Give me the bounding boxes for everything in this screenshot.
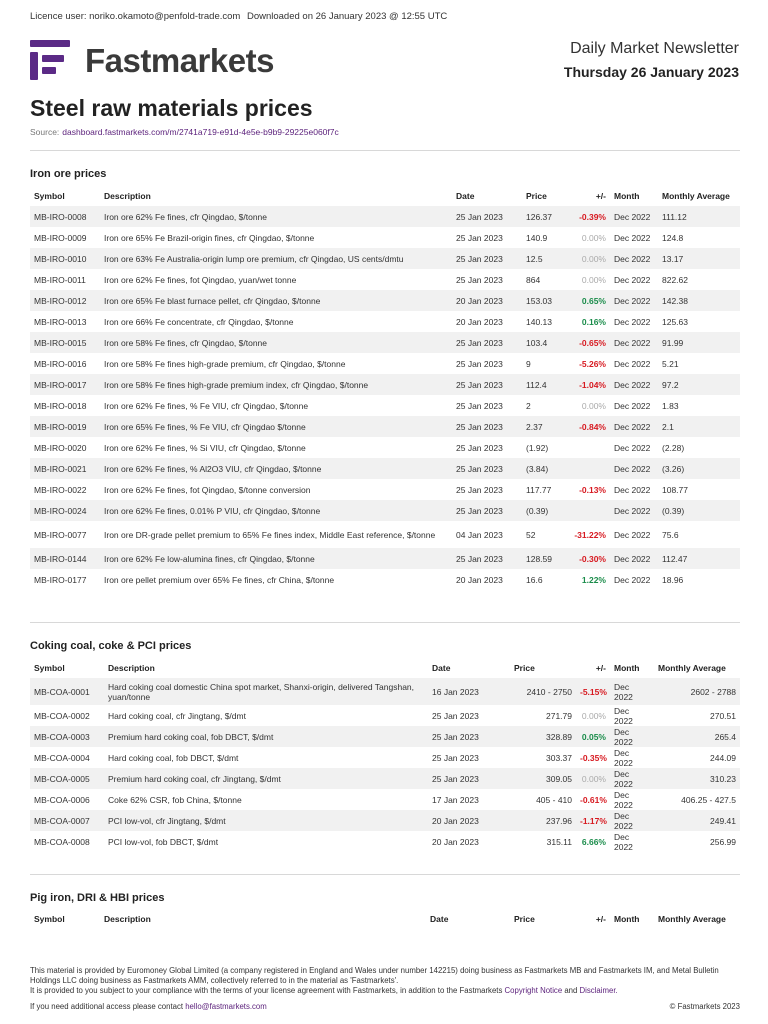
table-row: [30, 332, 740, 353]
cell-date: 20 Jan 2023: [432, 836, 479, 847]
column-header-date: Date: [432, 662, 451, 673]
cell-symbol: MB-COA-0007: [30, 810, 104, 831]
cell-monthly-average: 822.62: [662, 274, 688, 285]
cell-description: Iron ore 62% Fe fines, % Fe VIU, cfr Qingdao, $/tonne: [104, 400, 309, 411]
cell-symbol: MB-COA-0004: [34, 752, 90, 763]
cell-monthly-average: 91.99: [658, 332, 740, 353]
cell-description: Iron ore 58% Fe fines high-grade premium, cfr Qingdao, $/tonne: [104, 358, 346, 369]
table-row: [30, 437, 740, 458]
column-header-description: Description: [108, 662, 155, 673]
column-header-change: +/-: [595, 913, 606, 924]
table-row: [30, 479, 740, 500]
cell-description: Iron ore 58% Fe fines high-grade premium index, cfr Qingdao, $/tonne: [100, 374, 452, 395]
cell-price: 9: [526, 358, 531, 369]
cell-monthly-average: 270.51: [710, 710, 736, 721]
cell-month: Dec 2022: [614, 232, 651, 243]
fastmarkets-logo-icon: [30, 40, 70, 80]
table-row: [30, 831, 740, 852]
cell-symbol: MB-COA-0003: [30, 726, 104, 747]
cell-symbol: MB-IRO-0013: [34, 316, 87, 327]
licence-info: [30, 11, 447, 22]
cell-symbol: MB-IRO-0022: [34, 484, 87, 495]
cell-change: 0.65%: [566, 290, 610, 311]
cell-change: 0.00%: [576, 768, 610, 789]
cell-change: -0.84%: [566, 416, 610, 437]
cell-symbol: MB-IRO-0020: [34, 442, 87, 453]
cell-symbol: MB-COA-0001: [30, 678, 104, 705]
cell-change: -0.39%: [566, 206, 610, 227]
footer: [30, 966, 740, 1012]
cell-month: Dec 2022: [614, 358, 651, 369]
cell-price: (1.92): [526, 442, 549, 453]
cell-symbol: MB-COA-0002: [34, 710, 90, 721]
table-row: [30, 548, 740, 569]
table-row: [30, 458, 740, 479]
column-header-price: Price: [514, 662, 535, 673]
cell-change: 0.00%: [566, 248, 610, 269]
cell-month: Dec 2022: [610, 332, 658, 353]
cell-price: 52: [526, 529, 536, 540]
cell-month: Dec 2022: [610, 810, 654, 831]
cell-date: 25 Jan 2023: [456, 232, 503, 243]
cell-date: 25 Jan 2023: [456, 274, 503, 285]
table-header-row: [30, 908, 740, 929]
cell-date: 17 Jan 2023: [432, 794, 479, 805]
cell-price: 140.13: [526, 316, 552, 327]
cell-date: 25 Jan 2023: [432, 710, 479, 721]
cell-price: 271.79: [546, 710, 572, 721]
cell-month: Dec 2022: [610, 374, 658, 395]
cell-change: 0.00%: [581, 400, 606, 411]
column-header-description: Description: [104, 190, 151, 201]
divider: [30, 622, 740, 623]
divider: [30, 150, 740, 151]
cell-price: 303.37: [546, 752, 572, 763]
cell-month: Dec 2022: [610, 726, 654, 747]
table-row: [30, 311, 740, 332]
cell-price: 12.5: [522, 248, 566, 269]
cell-date: 20 Jan 2023: [456, 316, 503, 327]
cell-monthly-average: 265.4: [654, 726, 740, 747]
cell-monthly-average: 125.63: [662, 316, 688, 327]
cell-change: 0.16%: [581, 316, 606, 327]
cell-description: Iron ore 62% Fe fines, fot Qingdao, $/tonne conversion: [104, 484, 311, 495]
cell-month: Dec 2022: [614, 316, 651, 327]
cell-symbol: MB-IRO-0011: [34, 274, 86, 285]
brand-name: Fastmarkets: [85, 41, 274, 79]
cell-date: 25 Jan 2023: [452, 458, 522, 479]
cell-date: 04 Jan 2023: [456, 529, 503, 540]
cell-month: Dec 2022: [614, 789, 633, 810]
cell-month: Dec 2022: [614, 442, 651, 453]
cell-date: 20 Jan 2023: [452, 290, 522, 311]
cell-month: Dec 2022: [610, 548, 658, 569]
cell-symbol: MB-IRO-0177: [34, 574, 87, 585]
cell-change: -5.15%: [576, 678, 610, 705]
cell-description: Iron ore 58% Fe fines, cfr Qingdao, $/tonne: [100, 332, 452, 353]
cell-monthly-average: 112.47: [658, 548, 740, 569]
cell-description: Iron ore 66% Fe concentrate, cfr Qingdao, $/tonne: [104, 316, 294, 327]
cell-monthly-average: 249.41: [654, 810, 740, 831]
cell-change: [566, 458, 610, 479]
cell-change: 6.66%: [581, 836, 606, 847]
cell-monthly-average: 2602 - 2788: [654, 678, 740, 705]
table-row: [30, 726, 740, 747]
cell-monthly-average: 310.23: [654, 768, 740, 789]
table-row: [30, 810, 740, 831]
table-row: [30, 374, 740, 395]
cell-symbol: MB-IRO-0017: [30, 374, 100, 395]
column-header-symbol: Symbol: [34, 662, 65, 673]
cell-change: 0.00%: [581, 232, 606, 243]
cell-date: 25 Jan 2023: [452, 248, 522, 269]
cell-description: Iron ore 65% Fe fines, % Fe VIU, cfr Qingdao $/tonne: [100, 416, 452, 437]
coking-coal-prices-table: [30, 657, 740, 852]
cell-price: 2.37: [522, 416, 566, 437]
licence-user: Licence user: noriko.okamoto@penfold-trade.com: [30, 11, 241, 22]
footer-terms: [30, 986, 740, 996]
cell-symbol: MB-IRO-0024: [30, 500, 100, 521]
cell-price: 2410 - 2750: [510, 678, 576, 705]
cell-symbol: MB-IRO-0144: [30, 548, 100, 569]
cell-price: 2: [526, 400, 531, 411]
cell-month: Dec 2022: [610, 248, 658, 269]
table-row: [30, 789, 740, 810]
cell-change: -1.17%: [576, 810, 610, 831]
column-header-change: +/-: [595, 662, 606, 673]
cell-date: 25 Jan 2023: [452, 548, 522, 569]
source-line: [30, 127, 339, 137]
cell-monthly-average: 108.77: [662, 484, 688, 495]
cell-change: -31.22%: [574, 529, 606, 540]
cell-symbol: MB-IRO-0019: [30, 416, 100, 437]
table-header-row: [30, 185, 740, 206]
cell-month: Dec 2022: [614, 529, 651, 540]
column-header-month: Month: [614, 190, 640, 201]
cell-symbol: MB-IRO-0018: [34, 400, 87, 411]
cell-month: Dec 2022: [610, 500, 658, 521]
table-row: [30, 227, 740, 248]
cell-month: Dec 2022: [614, 705, 633, 726]
cell-description: Iron ore 62% Fe fines, fot Qingdao, yuan/wet tonne: [104, 274, 297, 285]
cell-price: 128.59: [522, 548, 566, 569]
table-row: [30, 269, 740, 290]
table-row: [30, 416, 740, 437]
cell-description: Iron ore 62% Fe fines, % Al2O3 VIU, cfr Qingdao, $/tonne: [100, 458, 452, 479]
cell-price: (0.39): [522, 500, 566, 521]
cell-description: Hard coking coal, cfr Jingtang, $/dmt: [108, 710, 246, 721]
cell-description: Coke 62% CSR, fob China, $/tonne: [108, 794, 242, 805]
cell-price: 237.96: [510, 810, 576, 831]
table-row: [30, 206, 740, 227]
cell-monthly-average: 18.96: [662, 574, 684, 585]
cell-date: 16 Jan 2023: [428, 678, 510, 705]
column-header-date: Date: [430, 913, 449, 924]
cell-symbol: MB-IRO-0021: [30, 458, 100, 479]
cell-price: 140.9: [526, 232, 548, 243]
cell-date: 25 Jan 2023: [452, 374, 522, 395]
section-title-coking-coal: Coking coal, coke & PCI prices: [30, 640, 192, 652]
cell-date: 25 Jan 2023: [432, 752, 479, 763]
cell-symbol: MB-IRO-0010: [30, 248, 100, 269]
cell-date: 20 Jan 2023: [456, 574, 503, 585]
cell-price: 103.4: [522, 332, 566, 353]
cell-monthly-average: 5.21: [662, 358, 679, 369]
cell-symbol: MB-COA-0006: [34, 794, 90, 805]
cell-monthly-average: 13.17: [658, 248, 740, 269]
cell-monthly-average: 2.1: [658, 416, 740, 437]
cell-description: Iron ore 62% Fe fines, cfr Qingdao, $/tonne: [100, 206, 452, 227]
cell-price: (3.84): [522, 458, 566, 479]
cell-date: 25 Jan 2023: [452, 500, 522, 521]
cell-symbol: MB-IRO-0016: [34, 358, 87, 369]
cell-month: Dec 2022: [614, 274, 651, 285]
cell-month: Dec 2022: [610, 206, 658, 227]
newsletter-title: Daily Market Newsletter: [570, 40, 739, 57]
cell-monthly-average: 1.83: [662, 400, 679, 411]
cell-description: PCI low-vol, fob DBCT, $/dmt: [108, 836, 219, 847]
fastmarkets-logo: [30, 40, 274, 80]
table-row: [30, 500, 740, 521]
footer-provider-text: This material is provided by Euromoney Global Limited (a company registered in England and Wales under number 142215) doing business as Fastmarkets MB and Fastmarkets IM, and Metal Bulletin Holdings LLC doing business as Fastmarkets AMM, collectively referred to in the material as 'Fastmarkets'.: [30, 966, 719, 985]
copyright-text: © Fastmarkets 2023: [669, 1002, 740, 1011]
cell-change: 0.00%: [581, 710, 606, 721]
column-header-monthly-average: Monthly Average: [658, 662, 726, 673]
cell-change: 0.05%: [576, 726, 610, 747]
cell-monthly-average: 142.38: [658, 290, 740, 311]
cell-date: 20 Jan 2023: [428, 810, 510, 831]
cell-monthly-average: 406.25 - 427.5: [681, 794, 736, 805]
cell-change: -5.26%: [579, 358, 606, 369]
cell-symbol: MB-IRO-0009: [34, 232, 87, 243]
cell-price: 405 - 410: [536, 794, 572, 805]
download-timestamp: Downloaded on 26 January 2023 @ 12:55 UTC: [246, 11, 448, 22]
cell-change: 0.00%: [581, 274, 606, 285]
cell-date: 25 Jan 2023: [456, 484, 503, 495]
column-header-monthly-average: Monthly Average: [662, 190, 730, 201]
table-row: [30, 248, 740, 269]
column-header-month: Month: [614, 913, 640, 924]
cell-month: Dec 2022: [614, 574, 651, 585]
source-link[interactable]: dashboard.fastmarkets.com/m/2741a719-e91d-4e5e-b9b9-29225e060f7c: [62, 127, 339, 137]
cell-description: Premium hard coking coal, cfr Jingtang, $/dmt: [104, 768, 428, 789]
footer-contact: [30, 1002, 740, 1012]
cell-price: 153.03: [522, 290, 566, 311]
table-row: [30, 768, 740, 789]
cell-price: 126.37: [522, 206, 566, 227]
cell-date: 25 Jan 2023: [456, 358, 503, 369]
cell-price: 315.11: [546, 836, 572, 847]
source-label: Source:: [30, 127, 60, 137]
cell-description: Hard coking coal domestic China spot market, Shanxi-origin, delivered Tangshan, yuan/tonne: [104, 678, 428, 705]
table-row: [30, 678, 740, 705]
cell-date: 25 Jan 2023: [452, 206, 522, 227]
column-header-price: Price: [526, 190, 547, 201]
cell-price: 117.77: [526, 484, 552, 495]
cell-change: [566, 500, 610, 521]
cell-description: Hard coking coal, fob DBCT, $/dmt: [108, 752, 239, 763]
column-header-description: Description: [104, 913, 151, 924]
cell-description: Iron ore DR-grade pellet premium to 65% Fe fines index, Middle East reference, $/tonne: [104, 529, 436, 540]
newsletter-date: Thursday 26 January 2023: [563, 64, 739, 80]
cell-description: Iron ore 62% Fe fines, 0.01% P VIU, cfr Qingdao, $/tonne: [100, 500, 452, 521]
cell-month: Dec 2022: [614, 400, 651, 411]
cell-monthly-average: 124.8: [662, 232, 684, 243]
cell-change: -0.13%: [579, 484, 606, 495]
column-header-monthly-average: Monthly Average: [658, 913, 726, 924]
footer-terms-text: It is provided to you subject to your compliance with the terms of your license agreement with Fastmarkets, in addition to the Fastmarkets: [30, 986, 503, 995]
cell-price: 16.6: [526, 574, 543, 585]
cell-date: 25 Jan 2023: [428, 768, 510, 789]
cell-symbol: MB-IRO-0008: [30, 206, 100, 227]
cell-price: 112.4: [522, 374, 566, 395]
cell-date: 25 Jan 2023: [428, 726, 510, 747]
contact-text: If you need additional access please contact: [30, 1002, 184, 1011]
cell-monthly-average: 97.2: [658, 374, 740, 395]
cell-monthly-average: (3.26): [658, 458, 740, 479]
cell-date: 25 Jan 2023: [452, 332, 522, 353]
table-header-row: [30, 657, 740, 678]
table-row: [30, 521, 740, 548]
copyright-notice-link[interactable]: Copyright Notice: [504, 986, 563, 995]
cell-description: Iron ore 65% Fe blast furnace pellet, cfr Qingdao, $/tonne: [100, 290, 452, 311]
column-header-symbol: Symbol: [34, 190, 65, 201]
section-title-pig-iron: Pig iron, DRI & HBI prices: [30, 892, 165, 904]
cell-description: PCI low-vol, cfr Jingtang, $/dmt: [104, 810, 428, 831]
cell-description: Iron ore 63% Fe Australia-origin lump ore premium, cfr Qingdao, US cents/dmtu: [100, 248, 452, 269]
column-header-symbol: Symbol: [34, 913, 65, 924]
cell-monthly-average: 256.99: [710, 836, 736, 847]
cell-symbol: MB-IRO-0012: [30, 290, 100, 311]
cell-change: 1.22%: [581, 574, 606, 585]
cell-month: Dec 2022: [610, 416, 658, 437]
section-title-iron-ore: Iron ore prices: [30, 168, 107, 180]
cell-price: 864: [526, 274, 541, 285]
cell-monthly-average: 244.09: [710, 752, 736, 763]
cell-description: Iron ore 62% Fe low-alumina fines, cfr Qingdao, $/tonne: [100, 548, 452, 569]
cell-monthly-average: (0.39): [658, 500, 740, 521]
cell-description: Iron ore 62% Fe fines, % Si VIU, cfr Qingdao, $/tonne: [104, 442, 306, 453]
cell-date: 25 Jan 2023: [452, 416, 522, 437]
cell-symbol: MB-IRO-0015: [30, 332, 100, 353]
contact-email-link[interactable]: hello@fastmarkets.com: [185, 1002, 267, 1011]
column-header-change: +/-: [595, 190, 606, 201]
pig-iron-prices-table: [30, 908, 740, 929]
cell-month: Dec 2022: [614, 831, 633, 852]
cell-description: Iron ore pellet premium over 65% Fe fines, cfr China, $/tonne: [104, 574, 335, 585]
cell-symbol: MB-IRO-0077: [34, 529, 87, 540]
footer-and: and: [564, 986, 578, 995]
cell-symbol: MB-COA-0005: [30, 768, 104, 789]
divider: [30, 874, 740, 875]
cell-change: -0.30%: [566, 548, 610, 569]
cell-monthly-average: (2.28): [662, 442, 685, 453]
cell-price: 309.05: [510, 768, 576, 789]
cell-change: -0.61%: [580, 794, 607, 805]
cell-date: 25 Jan 2023: [456, 442, 503, 453]
cell-change: -1.04%: [566, 374, 610, 395]
table-row: [30, 747, 740, 768]
column-header-date: Date: [456, 190, 475, 201]
cell-date: 25 Jan 2023: [456, 400, 503, 411]
cell-description: Iron ore 65% Fe Brazil-origin fines, cfr Qingdao, $/tonne: [104, 232, 315, 243]
page-title: Steel raw materials prices: [30, 95, 313, 121]
cell-symbol: MB-COA-0008: [34, 836, 90, 847]
cell-change: -0.65%: [566, 332, 610, 353]
cell-month: Dec 2022: [614, 484, 651, 495]
cell-month: Dec 2022: [610, 678, 654, 705]
table-row: [30, 353, 740, 374]
cell-month: Dec 2022: [614, 747, 633, 768]
cell-description: Premium hard coking coal, fob DBCT, $/dmt: [104, 726, 428, 747]
cell-monthly-average: 75.6: [662, 529, 679, 540]
column-header-month: Month: [614, 662, 640, 673]
cell-price: 328.89: [510, 726, 576, 747]
cell-month: Dec 2022: [610, 458, 658, 479]
cell-monthly-average: 111.12: [658, 206, 740, 227]
table-row: [30, 569, 740, 590]
disclaimer-link[interactable]: Disclaimer.: [579, 986, 618, 995]
cell-change: [566, 437, 610, 458]
iron-ore-prices-table: [30, 185, 740, 590]
newsletter-header: [564, 40, 739, 81]
table-row: [30, 290, 740, 311]
cell-change: -0.35%: [580, 752, 607, 763]
cell-month: Dec 2022: [610, 768, 654, 789]
cell-month: Dec 2022: [610, 290, 658, 311]
table-row: [30, 395, 740, 416]
column-header-price: Price: [514, 913, 535, 924]
table-row: [30, 705, 740, 726]
